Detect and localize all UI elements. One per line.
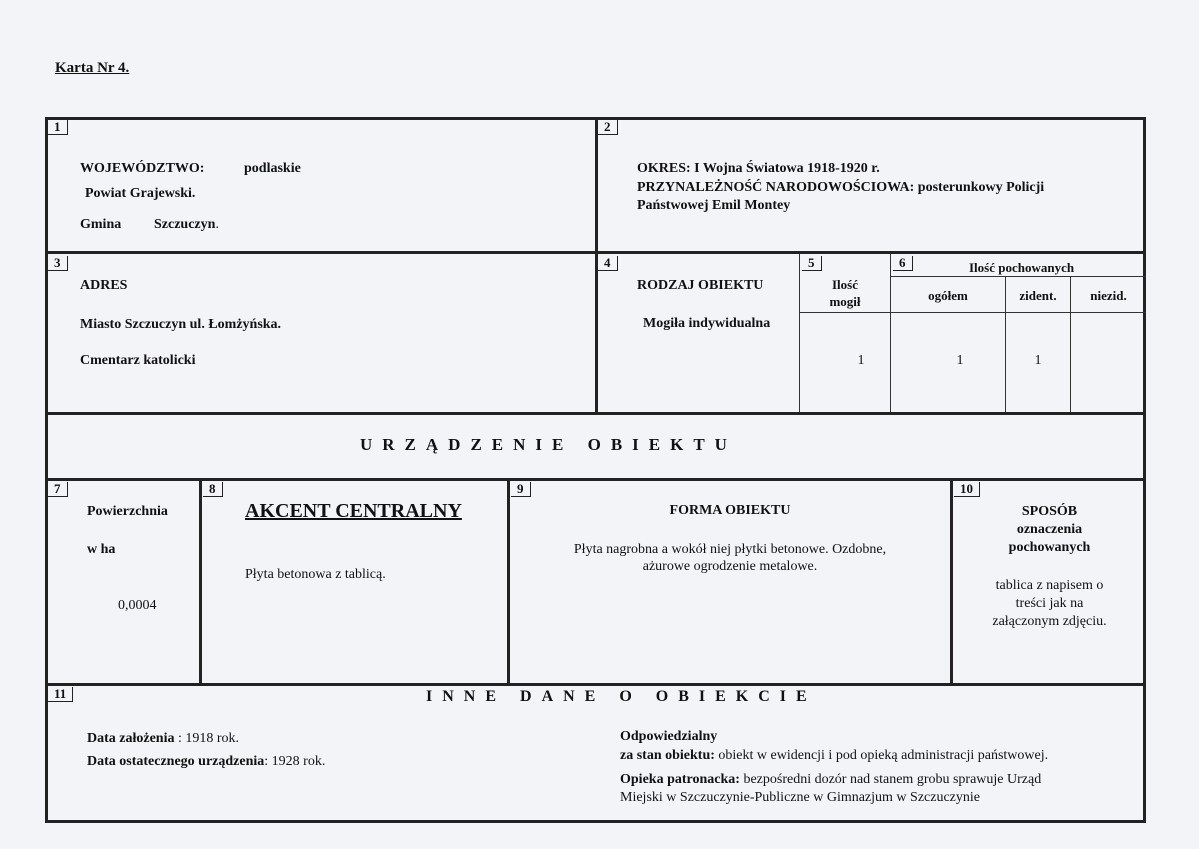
responsible-value: obiekt w ewidencji i pod opieką administracji państwowej. [714, 748, 1049, 763]
object-form-line1: Płyta nagrobna a wokół niej płytki betonowe. Ozdobne, [573, 542, 887, 557]
buried-count-header: Ilość pochowanych [969, 260, 1075, 275]
card-title: Karta Nr 4. [55, 60, 130, 76]
patronage-value-cont: Miejski w Szczuczynie-Publiczne w Gimnazjum w Szczuczynie [620, 790, 980, 805]
gmina-value: Szczuczyn. [154, 217, 219, 232]
area-label: Powierzchnia [87, 504, 168, 519]
address-value: Miasto Szczuczyn ul. Łomżyńska. [80, 317, 282, 332]
patronage-value: bezpośredni dozór nad stanem grobu sprawuje Urząd [739, 772, 1042, 787]
cell-number-4: 4 [598, 256, 618, 271]
gmina-label: Gmina [80, 217, 122, 232]
divider-col-7-8 [199, 478, 202, 686]
okres: OKRES: I Wojna Światowa 1918-1920 r. [637, 161, 880, 176]
graves-count-value: 1 [857, 353, 865, 368]
cell-number-6: 6 [893, 256, 913, 271]
marking-value-3: załączonym zdjęciu. [992, 614, 1107, 629]
patronage-label: Opieka patronacka: [620, 772, 740, 787]
powiat: Powiat Grajewski. [85, 186, 196, 201]
divider-col-6 [890, 254, 891, 412]
cell-number-8: 8 [203, 482, 223, 497]
object-form-label: FORMA OBIEKTU [669, 503, 791, 518]
responsible-heading: Odpowiedzialny [620, 729, 718, 744]
przynaleznosc-cont: Państwowej Emil Montey [637, 198, 791, 213]
cell-number-11: 11 [48, 687, 73, 702]
cell-number-7: 7 [48, 482, 68, 497]
cell-number-1: 1 [48, 120, 68, 135]
founding-date-label: Data założenia [87, 731, 175, 746]
founding-date [87, 730, 239, 748]
przynaleznosc: PRZYNALEŻNOŚĆ NARODOWOŚCIOWA: posterunkowy Policji [637, 180, 1045, 195]
cell-number-3: 3 [48, 256, 68, 271]
wojewodztwo-value: podlaskie [244, 161, 301, 176]
wojewodztwo-label: WOJEWÓDZTWO: [80, 161, 205, 176]
patronage-line [620, 771, 1041, 789]
buried-total-value: 1 [956, 353, 964, 368]
marking-label-2: oznaczenia [1016, 522, 1083, 537]
central-accent-value: Płyta betonowa z tablicą. [245, 567, 386, 582]
col-identified-header: zident. [1019, 288, 1057, 303]
other-data-header: INNE DANE O OBIEKCIE [426, 688, 817, 705]
marking-label-3: pochowanych [1008, 540, 1091, 555]
last-arrangement-date [87, 753, 325, 771]
marking-label-1: SPOSÓB [1021, 504, 1078, 519]
marking-value-2: treści jak na [1015, 596, 1084, 611]
cell-number-5: 5 [802, 256, 822, 271]
graves-count-label-2: mogił [829, 294, 861, 309]
founding-date-value: : 1918 rok. [174, 731, 240, 746]
address-label: ADRES [80, 278, 128, 293]
last-arrangement-label: Data ostatecznego urządzenia [87, 754, 265, 769]
responsible-line [620, 747, 1048, 765]
last-arrangement-value: : 1928 rok. [264, 754, 326, 769]
marking-value-1: tablica z napisem o [995, 578, 1104, 593]
col-total-header: ogółem [928, 288, 968, 303]
area-unit: w ha [87, 542, 116, 557]
divider-row4 [45, 683, 1146, 686]
buried-identified-value: 1 [1034, 353, 1042, 368]
object-arrangement-header: URZĄDZENIE OBIEKTU [360, 435, 737, 454]
cell-number-10: 10 [954, 482, 980, 497]
object-form-line2: ażurowe ogrodzenie metalowe. [642, 559, 818, 574]
central-accent-title: AKCENT CENTRALNY [245, 500, 462, 522]
divider-row-6-subheader [799, 312, 1146, 313]
object-type-label: RODZAJ OBIEKTU [637, 278, 764, 293]
object-type-value: Mogiła indywidualna [643, 316, 771, 331]
cell-number-2: 2 [598, 120, 618, 135]
cell-number-9: 9 [511, 482, 531, 497]
graves-count-label-1: Ilość [832, 277, 858, 292]
responsible-label: za stan obiektu: [620, 748, 715, 763]
area-value: 0,0004 [118, 598, 157, 613]
cemetery: Cmentarz katolicki [80, 353, 196, 368]
col-unidentified-header: niezid. [1090, 288, 1127, 303]
